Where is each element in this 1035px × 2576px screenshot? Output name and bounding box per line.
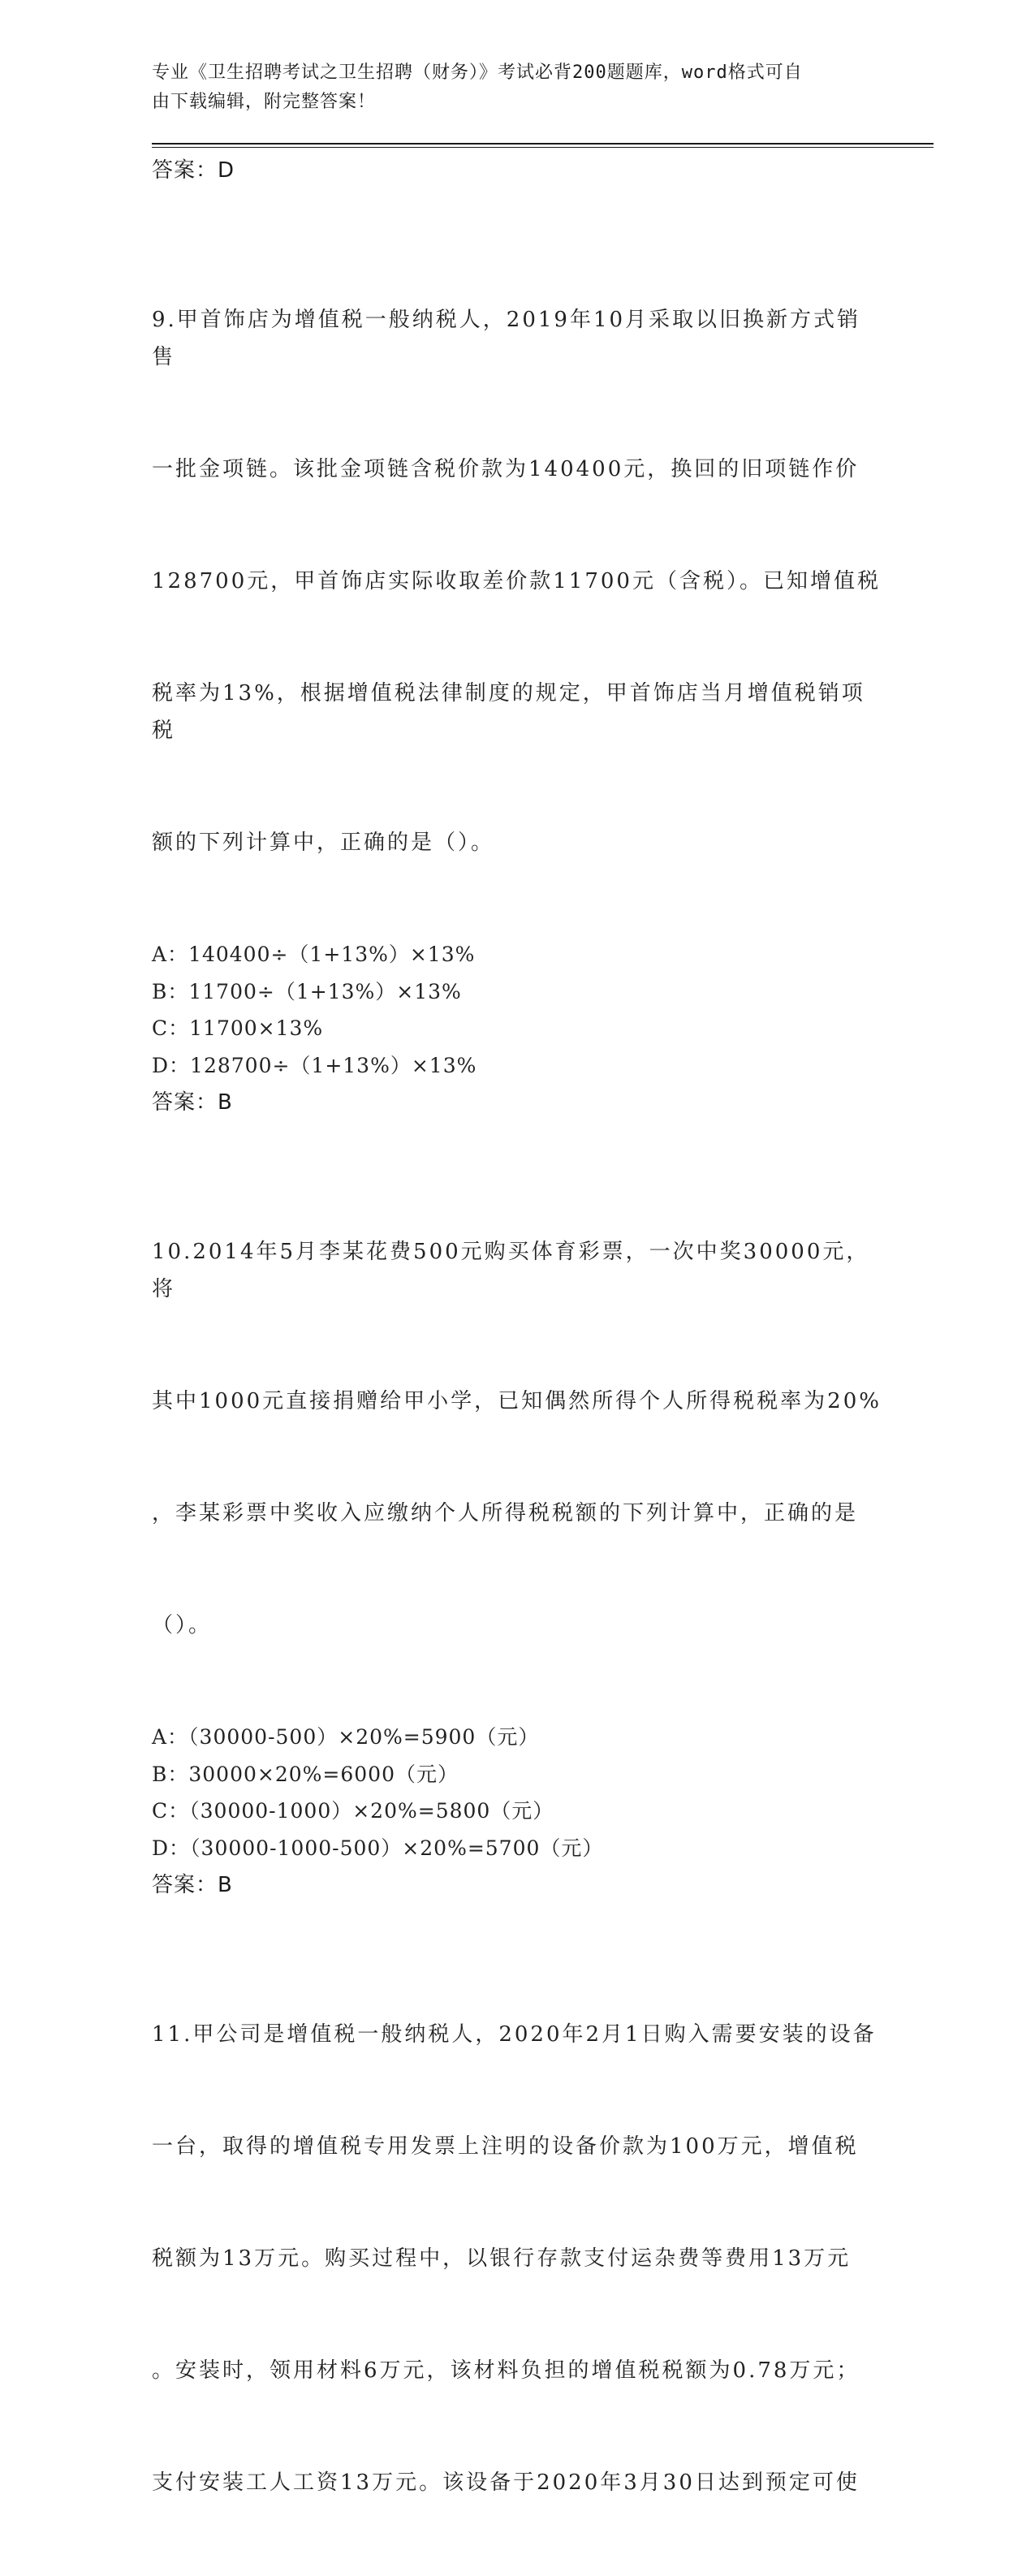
question-line: 支付安装工人工资13万元。该设备于2020年3月30日达到预定可使 xyxy=(152,2470,860,2495)
document-body xyxy=(152,152,882,2576)
option-d: D：（30000-1000-500）×20%=5700（元） xyxy=(152,1836,604,1860)
question-11 xyxy=(152,1941,882,2576)
header-line-1: 专业《卫生招聘考试之卫生招聘（财务）》考试必背200题题库，word格式可自 xyxy=(152,63,803,83)
question-line: 税率为13%，根据增值税法律制度的规定，甲首饰店当月增值税销项税 xyxy=(152,681,865,743)
question-line: 其中1000元直接捐赠给甲小学，已知偶然所得个人所得税税率为20% xyxy=(152,1389,882,1413)
question-text xyxy=(152,1941,882,2576)
question-line: 额的下列计算中，正确的是（）。 xyxy=(152,831,495,855)
question-10 xyxy=(152,1159,882,1904)
option-c: C：（30000-1000）×20%=5800（元） xyxy=(152,1799,554,1823)
header-line-2: 由下载编辑，附完整答案！ xyxy=(152,92,377,112)
option-b: B：30000×20%=6000（元） xyxy=(152,1762,459,1786)
question-line: 。安装时，领用材料6万元，该材料负担的增值税税额为0.78万元； xyxy=(152,2358,860,2383)
option-a: A：140400÷（1+13%）×13% xyxy=(152,943,476,966)
header-divider-thick xyxy=(152,143,934,145)
question-line: 一批金项链。该批金项链含税价款为140400元，换回的旧项链作价 xyxy=(152,457,860,481)
question-line: 11.甲公司是增值税一般纳税人，2020年2月1日购入需要安装的设备 xyxy=(152,2022,877,2047)
question-text xyxy=(152,227,882,936)
header-divider-thin xyxy=(152,147,934,148)
option-b: B：11700÷（1+13%）×13% xyxy=(152,979,462,1003)
question-line: ，李某彩票中奖收入应缴纳个人所得税税额的下列计算中，正确的是 xyxy=(152,1501,859,1525)
option-a: A：（30000-500）×20%=5900（元） xyxy=(152,1725,540,1749)
question-line: 税额为13万元。购买过程中，以银行存款支付运杂费等费用13万元 xyxy=(152,2246,852,2271)
question-line: 128700元，甲首饰店实际收取差价款11700元（含税）。已知增值税 xyxy=(152,569,881,593)
question-line: 10.2014年5月李某花费500元购买体育彩票，一次中奖30000元，将 xyxy=(152,1240,870,1301)
question-line: （）。 xyxy=(152,1613,213,1638)
option-c: C：11700×13% xyxy=(152,1016,324,1040)
question-line: 一台，取得的增值税专用发票上注明的设备价款为100万元，增值税 xyxy=(152,2134,859,2159)
previous-answer: 答案：D xyxy=(152,158,235,183)
question-9 xyxy=(152,227,882,1121)
question-line: 9.甲首饰店为增值税一般纳税人，2019年10月采取以旧换新方式销售 xyxy=(152,308,861,369)
answer: 答案：B xyxy=(152,1090,233,1115)
answer: 答案：B xyxy=(152,1873,233,1897)
question-text xyxy=(152,1159,882,1719)
page-header xyxy=(152,58,866,117)
option-d: D：128700÷（1+13%）×13% xyxy=(152,1053,477,1077)
